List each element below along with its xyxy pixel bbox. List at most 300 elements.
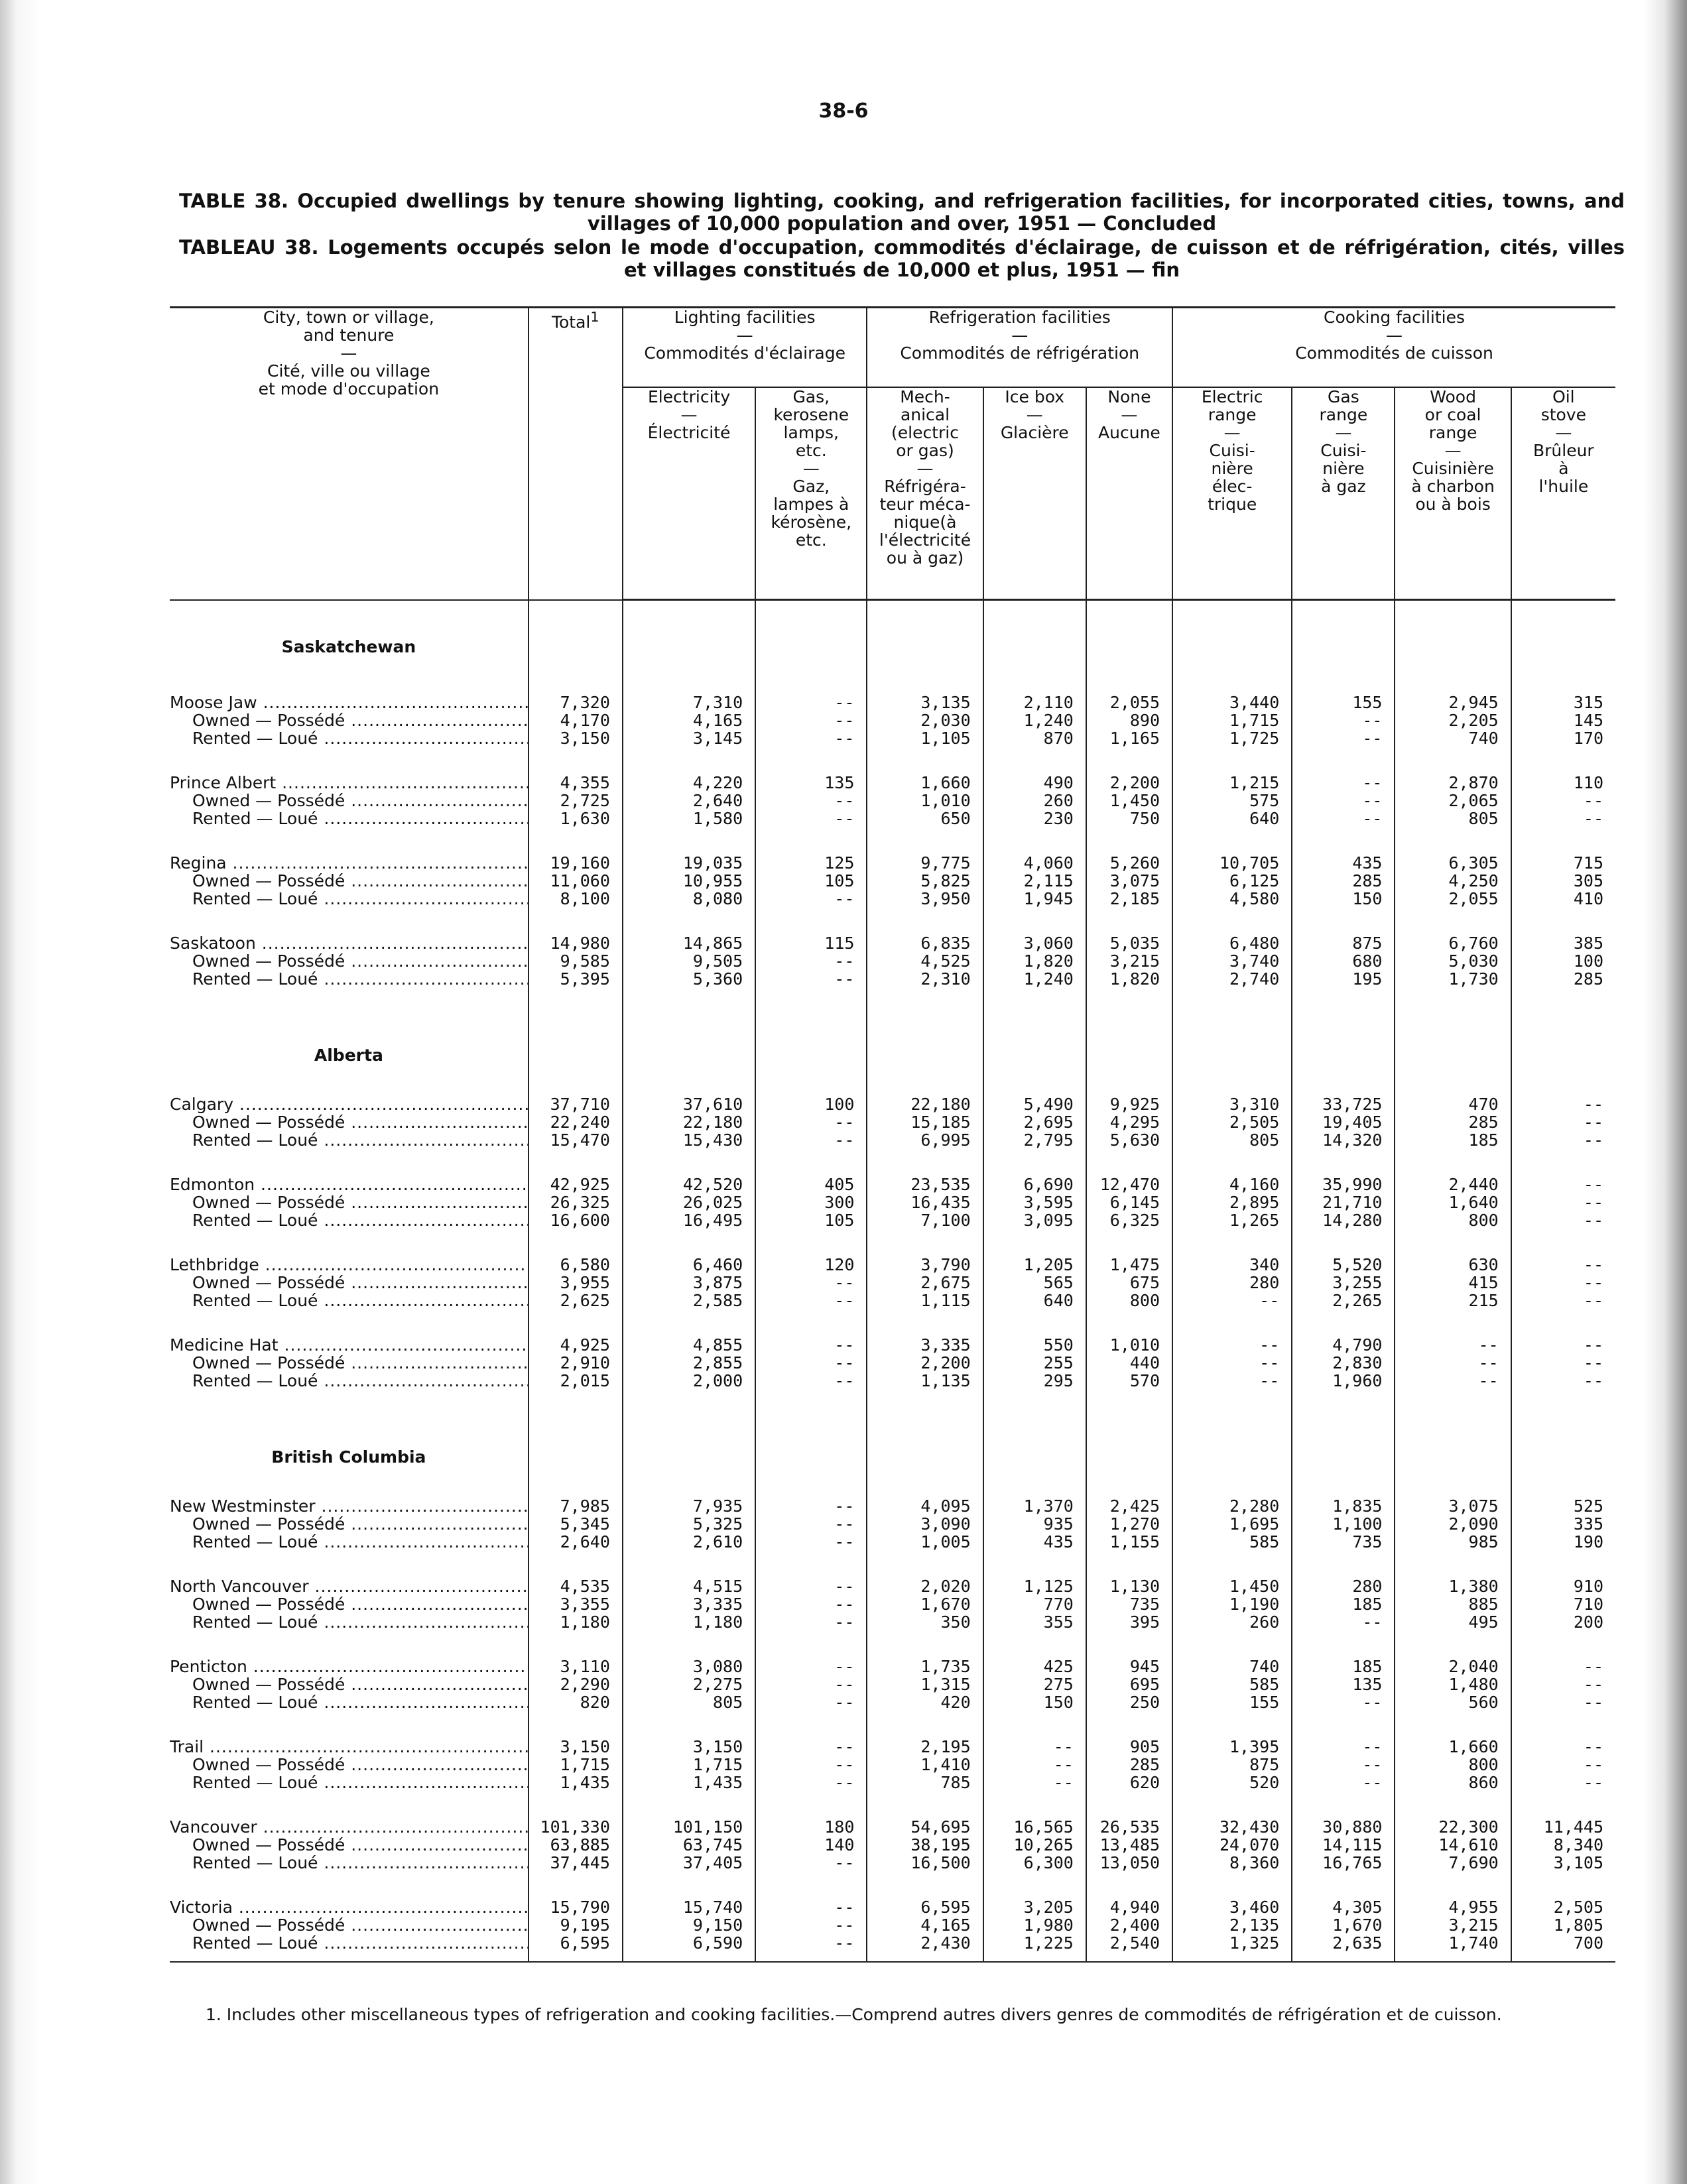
table-row [170,854,1615,872]
leader-dots [318,970,528,988]
refrigeration-group-header [867,308,1172,388]
table-cell: -- [755,1934,867,1952]
refrigeration-group-line: Refrigeration facilities [928,308,1111,327]
column-header-line: Brûleur [1532,441,1594,460]
table-cell: 6,690 [983,1176,1086,1193]
leader-dots [318,729,528,747]
column-header-line: etc. [795,530,827,550]
table-cell: 1,730 [1395,970,1511,988]
table-cell: 3,075 [1395,1497,1511,1515]
column-header-line: Gas, [792,387,830,406]
leader-dots [318,1854,528,1872]
table-cell: -- [755,1675,867,1693]
title-fr-line2: et villages constitués de 10,000 et plus, 1951 — fin [624,259,1180,281]
table-cell: 110 [1511,774,1615,792]
column-header-line: — [1555,423,1572,442]
table-cell: 10,265 [983,1836,1086,1854]
column-header-line: Gaz, [792,477,830,496]
table-cell: 335 [1511,1515,1615,1533]
table-cell: 16,765 [1292,1854,1395,1872]
table-cell: 101,330 [529,1818,623,1836]
lighting-group-line: — [736,326,753,345]
province-row [170,1416,1615,1497]
table-cell: 1,010 [867,792,983,810]
table-cell: 1,125 [983,1577,1086,1595]
table-cell: -- [755,1372,867,1390]
tenure-rented-label [170,1211,529,1229]
table-cell: 260 [983,792,1086,810]
table-cell: -- [1292,810,1395,827]
stub-header-line: City, town or village, [263,308,434,327]
table-cell: 2,280 [1172,1497,1292,1515]
tenure-rented-label-text: Rented — Loué [192,1211,318,1229]
table-cell: 550 [983,1336,1086,1354]
table-row [170,810,1615,827]
table-cell: 1,475 [1086,1256,1172,1274]
table-cell: 6,125 [1172,872,1292,890]
tenure-rented-label-text: Rented — Loué [192,1533,318,1551]
table-cell: 1,205 [983,1256,1086,1274]
column-header-line: à gaz [1321,477,1366,496]
city-name [170,1818,529,1836]
tenure-rented-label [170,729,529,747]
table-cell: 42,520 [623,1176,755,1193]
table-cell: 1,450 [1086,792,1172,810]
table-cell: -- [1511,1675,1615,1693]
table-cell: 9,505 [623,952,755,970]
table-cell: 7,985 [529,1497,623,1515]
table-cell: 4,095 [867,1497,983,1515]
spacer-row [170,1791,1615,1818]
table-cell: 37,445 [529,1854,623,1872]
table-cell: -- [1511,1336,1615,1354]
table-cell: 38,195 [867,1836,983,1854]
table-cell: 395 [1086,1613,1172,1631]
table-cell: 7,320 [529,694,623,711]
table-cell: 2,505 [1511,1898,1615,1916]
table-cell: 1,180 [623,1613,755,1631]
table-cell: -- [1395,1372,1511,1390]
table-cell: 2,505 [1172,1113,1292,1131]
city-name-text: Calgary [170,1095,233,1113]
table-cell: 22,180 [623,1113,755,1131]
table-row [170,1738,1615,1756]
column-header-line: Electricity [647,387,731,406]
table-cell: 2,205 [1395,711,1511,729]
stub-header-line: Cité, ville ou village [267,361,430,381]
table-cell: 875 [1172,1756,1292,1774]
table-cell: -- [755,1595,867,1613]
table-row [170,1256,1615,1274]
table-cell: 195 [1292,970,1395,988]
table-cell: 4,355 [529,774,623,792]
table-cell: 200 [1511,1613,1615,1631]
table-cell: 6,305 [1395,854,1511,872]
table-cell: 565 [983,1274,1086,1292]
table-cell: -- [1511,1193,1615,1211]
table-row [170,1613,1615,1631]
table-cell: 12,470 [1086,1176,1172,1193]
column-header-line: Électricité [647,423,731,442]
column-header-line: l'huile [1538,477,1589,496]
table-cell: -- [755,1515,867,1533]
table-cell: 1,410 [867,1756,983,1774]
leader-dots [204,1738,529,1756]
city-name [170,774,529,792]
table-cell: 1,155 [1086,1533,1172,1551]
table-cell: 440 [1086,1354,1172,1372]
table-cell: 2,725 [529,792,623,810]
table-cell: 2,185 [1086,890,1172,908]
column-header [623,387,755,600]
table-cell: -- [1511,1774,1615,1791]
table-cell: 1,670 [1292,1916,1395,1934]
table-cell: 2,020 [867,1577,983,1595]
spacer-row [170,1551,1615,1577]
table-cell: 2,430 [867,1934,983,1952]
table-cell: 32,430 [1172,1818,1292,1836]
column-header-line: etc. [795,441,827,460]
city-name [170,934,529,952]
table-cell: 2,030 [867,711,983,729]
tenure-rented-label-text: Rented — Loué [192,810,318,827]
table-cell: -- [1395,1336,1511,1354]
table-cell: 105 [755,872,867,890]
column-header-line: — [680,405,698,424]
table-cell: 155 [1292,694,1395,711]
tenure-owned-label [170,1595,529,1613]
city-name-text: Moose Jaw [170,694,257,711]
table-cell: 1,735 [867,1658,983,1675]
table-row [170,1756,1615,1774]
column-header-line: — [1444,441,1462,460]
table-cell: 120 [755,1256,867,1274]
column-header-line: trique [1208,495,1257,514]
table-cell: 875 [1292,934,1395,952]
table-cell: -- [755,729,867,747]
table-cell: 785 [867,1774,983,1791]
leader-dots [345,1113,528,1131]
table-cell: 285 [1395,1113,1511,1131]
city-name [170,1497,529,1515]
column-header-line: Glacière [1000,423,1069,442]
spacer-row [170,1390,1615,1416]
table-cell: -- [1511,1095,1615,1113]
table-cell: 105 [755,1211,867,1229]
column-header-line: — [1223,423,1241,442]
table-cell: 140 [755,1836,867,1854]
table-cell: 3,460 [1172,1898,1292,1916]
tenure-owned-label-text: Owned — Possédé [192,1756,345,1774]
column-header-line: or gas) [896,441,954,460]
refrigeration-group-line: Commodités de réfrigération [900,343,1140,363]
table-cell: 13,485 [1086,1836,1172,1854]
table-cell: 9,925 [1086,1095,1172,1113]
spacer-row [170,908,1615,934]
tenure-owned-label [170,952,529,970]
tenure-owned-label-text: Owned — Possédé [192,872,345,890]
table-cell: 215 [1395,1292,1511,1309]
leader-dots [345,952,528,970]
column-header-line: Gas [1328,387,1359,406]
lighting-group-header [623,308,867,388]
table-title-french [179,236,1625,281]
table-cell: 5,325 [623,1515,755,1533]
column-header [1292,387,1395,600]
column-header [1395,387,1511,600]
table-row [170,1292,1615,1309]
table-cell: 4,940 [1086,1898,1172,1916]
table-row [170,872,1615,890]
table-cell: 26,325 [529,1193,623,1211]
table-cell: 1,370 [983,1497,1086,1515]
table-cell: 2,000 [623,1372,755,1390]
table-row [170,1354,1615,1372]
table-cell: 800 [1086,1292,1172,1309]
table-cell: -- [1511,1113,1615,1131]
table-cell: 14,865 [623,934,755,952]
table-cell: 800 [1395,1211,1511,1229]
column-header-line: Electric [1201,387,1263,406]
table-cell: 1,715 [529,1756,623,1774]
table-cell: 340 [1172,1256,1292,1274]
table-cell: 5,395 [529,970,623,988]
table-cell: 2,540 [1086,1934,1172,1952]
tenure-rented-label-text: Rented — Loué [192,970,318,988]
table-cell: 37,710 [529,1095,623,1113]
table-cell: 3,060 [983,934,1086,952]
table-cell: 695 [1086,1675,1172,1693]
table-cell: -- [1511,1738,1615,1756]
table-cell: 2,640 [529,1533,623,1551]
table-cell: 9,195 [529,1916,623,1934]
table-cell: 715 [1511,854,1615,872]
column-header-line: — [1026,405,1043,424]
tenure-rented-label [170,1613,529,1631]
table-row [170,711,1615,729]
table-cell: 4,535 [529,1577,623,1595]
tenure-owned-label [170,1515,529,1533]
table-cell: 15,790 [529,1898,623,1916]
table-cell: 19,035 [623,854,755,872]
table-cell: 1,945 [983,890,1086,908]
table-cell: 255 [983,1354,1086,1372]
table-cell: 6,835 [867,934,983,952]
table-cell: 2,055 [1086,694,1172,711]
table-cell: 9,775 [867,854,983,872]
table-row [170,1836,1615,1854]
title-en-line2: villages of 10,000 population and over, 1951 — Concluded [587,212,1217,235]
column-header-line: Aucune [1098,423,1160,442]
column-header-line: à [1558,459,1569,478]
table-cell: 24,070 [1172,1836,1292,1854]
leader-dots [318,1292,528,1309]
table-cell: 5,030 [1395,952,1511,970]
lighting-group-line: Lighting facilities [674,308,816,327]
leader-dots [233,1898,529,1916]
tenure-owned-label-text: Owned — Possédé [192,1916,345,1934]
column-header-line: à charbon [1411,477,1495,496]
table-cell: 740 [1172,1658,1292,1675]
column-header-line: kérosène, [771,513,852,532]
table-row [170,1113,1615,1131]
tenure-owned-label-text: Owned — Possédé [192,952,345,970]
table-cell: 355 [983,1613,1086,1631]
table-cell: 630 [1395,1256,1511,1274]
tenure-rented-label [170,1292,529,1309]
table-cell: 2,265 [1292,1292,1395,1309]
table-cell: 63,745 [623,1836,755,1854]
table-cell: -- [755,1131,867,1149]
table-cell: 230 [983,810,1086,827]
leader-dots [318,1533,528,1551]
city-name-text: Prince Albert [170,774,277,792]
column-header-line: teur méca- [879,495,971,514]
table-cell: 675 [1086,1274,1172,1292]
table-row [170,1533,1615,1551]
table-cell: 1,820 [1086,970,1172,988]
table-row [170,1934,1615,1952]
table-cell: 15,185 [867,1113,983,1131]
page-number: 38-6 [818,99,869,123]
table-cell: 585 [1172,1533,1292,1551]
table-cell: 2,200 [1086,774,1172,792]
table-cell: -- [755,1854,867,1872]
table-cell: 1,190 [1172,1595,1292,1613]
leader-dots [345,1354,528,1372]
spacer-row [170,1711,1615,1738]
table-cell: -- [1292,774,1395,792]
table-cell: 2,795 [983,1131,1086,1149]
table-cell: 710 [1511,1595,1615,1613]
tenure-rented-label [170,810,529,827]
table-cell: 470 [1395,1095,1511,1113]
table-cell: 435 [1292,854,1395,872]
leader-dots [309,1577,529,1595]
table-cell: -- [983,1756,1086,1774]
table-row [170,1818,1615,1836]
table-cell: 890 [1086,711,1172,729]
table-cell: 945 [1086,1658,1172,1675]
table-cell: 170 [1511,729,1615,747]
table-title-english [179,190,1625,235]
leader-dots [247,1658,529,1675]
table-cell: -- [755,1336,867,1354]
table-cell: 3,150 [623,1738,755,1756]
table-cell: 22,240 [529,1113,623,1131]
table-cell: -- [1511,1372,1615,1390]
table-cell: 1,640 [1395,1193,1511,1211]
table-cell: 11,060 [529,872,623,890]
column-header-line: nière [1322,459,1365,478]
table-cell: 1,480 [1395,1675,1511,1693]
total-footnote-marker: 1 [590,309,599,325]
table-cell: 3,145 [623,729,755,747]
table-cell: 650 [867,810,983,827]
table-cell: -- [1292,729,1395,747]
table-cell: 1,630 [529,810,623,827]
table-cell: 35,990 [1292,1176,1395,1193]
table-cell: 1,740 [1395,1934,1511,1952]
table-cell: 2,740 [1172,970,1292,988]
table-cell: 1,435 [529,1774,623,1791]
table-cell: 8,340 [1511,1836,1615,1854]
table-cell: 3,090 [867,1515,983,1533]
table-cell: 4,250 [1395,872,1511,890]
tenure-rented-label [170,1372,529,1390]
table-cell: 2,945 [1395,694,1511,711]
table-cell: 1,105 [867,729,983,747]
table-cell: 2,610 [623,1533,755,1551]
table-cell: 275 [983,1675,1086,1693]
leader-dots [345,1274,528,1292]
table-cell: 1,835 [1292,1497,1395,1515]
table-cell: 6,300 [983,1854,1086,1872]
table-cell: 15,740 [623,1898,755,1916]
table-cell: 14,610 [1395,1836,1511,1854]
table-cell: -- [755,890,867,908]
table-cell: 3,215 [1086,952,1172,970]
table-cell: -- [755,1533,867,1551]
table-cell: 495 [1395,1613,1511,1631]
table-cell: 750 [1086,810,1172,827]
tenure-rented-label-text: Rented — Loué [192,729,318,747]
table-cell: -- [755,1916,867,1934]
table-cell: -- [1511,1256,1615,1274]
stub-header-line: and tenure [303,326,395,345]
leader-dots [316,1497,529,1515]
table-cell: -- [755,1756,867,1774]
table-cell: 1,960 [1292,1372,1395,1390]
table-cell: 3,095 [983,1211,1086,1229]
table-cell: 805 [1395,810,1511,827]
city-name-text: North Vancouver [170,1577,309,1595]
table-cell: 2,135 [1172,1916,1292,1934]
spacer-row [170,1149,1615,1176]
data-table [170,306,1615,1963]
table-cell: 185 [1292,1595,1395,1613]
table-row [170,1515,1615,1533]
table-cell: 3,135 [867,694,983,711]
table-cell: 805 [623,1693,755,1711]
table-cell: 280 [1172,1274,1292,1292]
table-cell: 190 [1511,1533,1615,1551]
tenure-owned-label [170,1756,529,1774]
tenure-rented-label-text: Rented — Loué [192,1774,318,1791]
column-header-line: Oil [1552,387,1575,406]
table-cell: 3,740 [1172,952,1292,970]
tenure-rented-label [170,970,529,988]
table-cell: 135 [755,774,867,792]
table-cell: 5,360 [623,970,755,988]
table-row [170,1916,1615,1934]
stub-header-line: et mode d'occupation [258,379,440,398]
table-cell: 585 [1172,1675,1292,1693]
table-cell: 6,995 [867,1131,983,1149]
tenure-rented-label-text: Rented — Loué [192,890,318,908]
table-cell: 425 [983,1658,1086,1675]
column-header-line: lampes à [773,495,849,514]
table-cell: 295 [983,1372,1086,1390]
column-header-line: stove [1540,405,1586,424]
column-header-line: — [1121,405,1138,424]
table-cell: -- [755,694,867,711]
table-cell: 285 [1511,970,1615,988]
leader-dots [259,1256,529,1274]
table-cell: 16,500 [867,1854,983,1872]
leader-dots [345,1595,528,1613]
leader-dots [318,1934,528,1952]
